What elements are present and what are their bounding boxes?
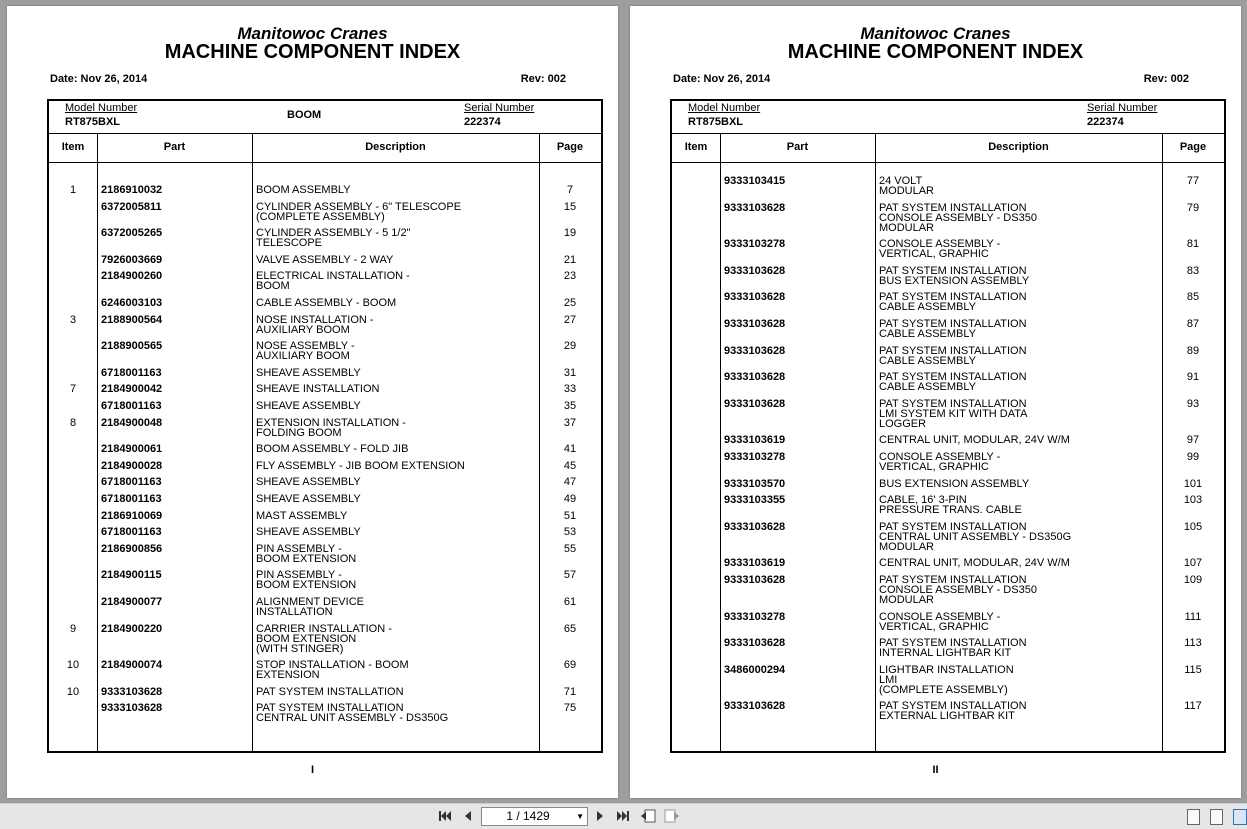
part-description: CABLE ASSEMBLY - BOOM (256, 297, 397, 309)
part-description: MAST ASSEMBLY (256, 509, 348, 522)
document-title: MACHINE COMPONENT INDEX (164, 41, 461, 63)
part-description: CABLE, 16' 3-PIN PRESSURE TRANS. CABLE (879, 494, 1022, 517)
part-description: CENTRAL UNIT, MODULAR, 24V W/M (879, 557, 1070, 570)
serial-number-value: 222374 (464, 116, 501, 128)
table-row (672, 479, 1224, 489)
page-reference: 27 (563, 313, 577, 326)
page-reference: 21 (563, 253, 577, 266)
part-description: CONSOLE ASSEMBLY - VERTICAL, GRAPHIC (879, 238, 1001, 261)
chevron-down-icon[interactable]: ▼ (576, 812, 584, 821)
item-number: 1 (69, 184, 77, 196)
part-number: 2184900074 (101, 659, 163, 672)
divider (672, 133, 1224, 134)
document-date: Date: Nov 26, 2014 (673, 73, 771, 85)
page-footer-number: II (932, 764, 939, 776)
page-reference: 105 (1183, 520, 1203, 533)
part-number: 9333103628 (724, 344, 786, 357)
table-row (49, 444, 601, 454)
part-description: BOOM ASSEMBLY (256, 184, 351, 196)
page-reference: 99 (1186, 451, 1200, 463)
part-description: SHEAVE ASSEMBLY (256, 526, 361, 539)
part-number: 2184900061 (101, 443, 163, 456)
last-page-icon[interactable] (615, 808, 631, 824)
part-description: BOOM ASSEMBLY - FOLD JIB (256, 443, 409, 456)
page-reference: 89 (1186, 344, 1200, 357)
page-reference: 55 (563, 542, 577, 555)
part-description: EXTENSION INSTALLATION - FOLDING BOOM (256, 416, 406, 439)
table-row (49, 202, 601, 222)
column-header-page: Page (556, 141, 584, 153)
part-number: 6372005265 (101, 227, 163, 240)
part-description: BUS EXTENSION ASSEMBLY (879, 477, 1030, 490)
part-description: PAT SYSTEM INSTALLATION CABLE ASSEMBLY (879, 318, 1027, 340)
page-reference: 51 (563, 509, 577, 522)
part-description: PAT SYSTEM INSTALLATION CABLE ASSEMBLY (879, 371, 1027, 394)
part-description: SHEAVE ASSEMBLY (256, 493, 361, 505)
page-reference: 61 (563, 596, 577, 608)
part-description: CYLINDER ASSEMBLY - 6" TELESCOPE (COMPLETE ASSEMBLY) (256, 200, 462, 223)
page-reference: 65 (563, 622, 577, 635)
part-number: 9333103278 (724, 610, 786, 623)
page-reference: 111 (1184, 610, 1202, 623)
page-reference: 71 (563, 685, 577, 698)
document-date: Date: Nov 26, 2014 (50, 73, 148, 85)
table-row (672, 399, 1224, 429)
page-reference: 79 (1186, 201, 1200, 214)
model-number-label: Model Number (65, 102, 138, 114)
serial-number-value: 222374 (1087, 116, 1124, 128)
page-reference: 113 (1184, 637, 1202, 650)
part-description: PAT SYSTEM INSTALLATION BUS EXTENSION ASSEMBLY (879, 264, 1030, 287)
brand-title: Manitowoc Cranes (860, 24, 1011, 43)
page-reference: 83 (1186, 264, 1200, 277)
viewer-toolbar (0, 803, 1247, 829)
table-row (672, 372, 1224, 392)
part-description: PAT SYSTEM INSTALLATION CONSOLE ASSEMBLY - DS350 MODULAR (879, 201, 1037, 234)
part-number: 2184900220 (101, 622, 163, 635)
part-number: 2184900028 (101, 459, 163, 472)
column-header-description: Description (988, 141, 1049, 153)
serial-number-label: Serial Number (464, 102, 535, 114)
table-row (49, 418, 601, 438)
part-description: PIN ASSEMBLY - BOOM EXTENSION (256, 542, 357, 565)
part-number: 6718001163 (101, 400, 162, 412)
part-number: 6718001163 (101, 366, 162, 379)
model-number-label: Model Number (688, 102, 761, 114)
single-page-view-icon[interactable] (1187, 809, 1200, 825)
part-description: PAT SYSTEM INSTALLATION INTERNAL LIGHTBAR KIT (879, 637, 1027, 660)
part-number: 2184900077 (101, 596, 163, 608)
table-row (672, 612, 1224, 632)
continuous-view-icon[interactable] (1210, 809, 1223, 825)
page-reference: 81 (1186, 238, 1200, 251)
part-number: 9333103628 (101, 685, 163, 698)
part-number: 9333103415 (724, 175, 786, 187)
page-reference: 75 (563, 702, 577, 715)
table-row (49, 228, 601, 248)
part-number: 2186910032 (101, 184, 163, 196)
document-page-left (7, 6, 618, 798)
item-number: 3 (69, 313, 77, 326)
column-header-page: Page (1179, 141, 1207, 153)
part-number: 9333103570 (724, 477, 786, 490)
part-number: 2188900564 (101, 313, 163, 326)
page-reference: 57 (563, 569, 577, 582)
column-divider (97, 134, 98, 751)
table-row (49, 703, 601, 723)
page-reference: 37 (563, 416, 577, 429)
model-number-value: RT875BXL (688, 116, 744, 128)
item-number: 10 (66, 659, 80, 672)
table-row (49, 544, 601, 564)
go-back-icon[interactable] (640, 808, 656, 824)
page-reference: 49 (563, 493, 577, 505)
part-number: 7926003669 (101, 253, 163, 266)
part-number: 6372005811 (101, 200, 162, 213)
column-header-part: Part (786, 141, 809, 153)
part-number: 2188900565 (101, 340, 163, 353)
part-number: 9333103628 (724, 201, 786, 214)
table-row (49, 401, 601, 411)
part-description: SHEAVE ASSEMBLY (256, 400, 361, 412)
page-reference: 69 (563, 659, 577, 672)
table-row (672, 266, 1224, 286)
part-number: 9333103628 (724, 574, 786, 586)
part-description: PAT SYSTEM INSTALLATION CABLE ASSEMBLY (879, 344, 1027, 367)
page-reference: 91 (1186, 371, 1200, 384)
page-reference: 47 (563, 476, 577, 489)
model-number-value: RT875BXL (65, 116, 121, 128)
page-reference: 101 (1183, 477, 1203, 490)
document-revision: Rev: 002 (1143, 73, 1189, 85)
table-row (49, 185, 601, 195)
component-table (670, 99, 1226, 753)
part-number: 2186900856 (101, 542, 163, 555)
part-number: 9333103628 (724, 520, 786, 533)
page-reference: 33 (563, 383, 577, 396)
table-row (49, 271, 601, 291)
part-number: 6718001163 (101, 526, 162, 539)
item-number: 8 (69, 416, 77, 429)
part-number: 9333103278 (724, 451, 786, 463)
part-number: 3486000294 (724, 663, 786, 676)
part-number: 9333103628 (101, 702, 163, 715)
part-description: PAT SYSTEM INSTALLATION CENTRAL UNIT ASSEMBLY - DS350G (256, 702, 449, 725)
go-forward-icon[interactable] (664, 808, 680, 824)
part-number: 6246003103 (101, 297, 163, 309)
part-number: 9333103628 (724, 264, 786, 277)
part-description: NOSE INSTALLATION - AUXILIARY BOOM (256, 313, 374, 336)
part-number: 9333103628 (724, 291, 786, 304)
table-row (672, 495, 1224, 515)
part-description: SHEAVE INSTALLATION (256, 383, 380, 396)
part-number: 9333103628 (724, 397, 786, 410)
part-description: CONSOLE ASSEMBLY - VERTICAL, GRAPHIC (879, 451, 1001, 473)
part-number: 9333103628 (724, 637, 786, 650)
part-description: PAT SYSTEM INSTALLATION CABLE ASSEMBLY (879, 291, 1027, 314)
page-reference: 93 (1186, 397, 1200, 410)
column-header-item: Item (684, 141, 708, 153)
part-number: 2184900260 (101, 270, 163, 283)
page-reference: 19 (563, 227, 577, 240)
column-divider (539, 134, 540, 751)
document-title: MACHINE COMPONENT INDEX (787, 41, 1084, 63)
page-reference: 31 (563, 366, 577, 379)
table-row (672, 292, 1224, 312)
table-row (49, 597, 601, 617)
part-number: 9333103278 (724, 238, 786, 251)
part-description: CENTRAL UNIT, MODULAR, 24V W/M (879, 434, 1070, 447)
part-description: PAT SYSTEM INSTALLATION CONSOLE ASSEMBLY - DS350 MODULAR (879, 574, 1037, 606)
table-row (672, 522, 1224, 552)
table-row (49, 477, 601, 487)
part-description: VALVE ASSEMBLY - 2 WAY (256, 253, 394, 266)
column-header-part: Part (163, 141, 186, 153)
page-reference: 97 (1186, 434, 1200, 447)
part-number: 9333103355 (724, 494, 786, 507)
table-row (672, 701, 1224, 721)
page-reference: 23 (563, 270, 577, 283)
part-number: 2184900115 (101, 569, 162, 582)
table-row (672, 435, 1224, 445)
component-table (47, 99, 603, 753)
item-number: 7 (69, 383, 77, 396)
column-divider (252, 134, 253, 751)
page-reference: 109 (1183, 574, 1203, 586)
page-reference: 107 (1183, 557, 1203, 570)
section-label: BOOM (287, 109, 322, 121)
page-reference: 45 (563, 459, 577, 472)
page-reference: 25 (563, 297, 577, 309)
part-description: PIN ASSEMBLY - BOOM EXTENSION (256, 569, 357, 592)
table-row (672, 176, 1224, 196)
table-row (49, 527, 601, 537)
document-revision: Rev: 002 (520, 73, 566, 85)
table-row (49, 494, 601, 504)
document-page-right (630, 6, 1241, 798)
divider (49, 133, 601, 134)
table-row (49, 570, 601, 590)
part-description: PAT SYSTEM INSTALLATION LMI SYSTEM KIT WITH DATA LOGGER (879, 397, 1028, 430)
facing-pages-view-icon[interactable] (1233, 809, 1247, 825)
prev-page-icon[interactable] (460, 808, 476, 824)
part-description: PAT SYSTEM INSTALLATION EXTERNAL LIGHTBAR KIT (879, 700, 1027, 723)
table-row (49, 511, 601, 521)
part-description: SHEAVE ASSEMBLY (256, 366, 361, 379)
column-header-item: Item (61, 141, 85, 153)
page-reference: 53 (563, 526, 577, 539)
part-number: 9333103628 (724, 700, 786, 713)
page-reference: 103 (1183, 494, 1203, 507)
part-number: 9333103619 (724, 557, 786, 570)
part-number: 6718001163 (101, 493, 162, 505)
page-reference: 7 (566, 184, 574, 196)
page-number-input[interactable] (481, 807, 588, 826)
next-page-icon[interactable] (592, 808, 608, 824)
item-number: 10 (66, 685, 80, 698)
part-number: 2184900042 (101, 383, 163, 396)
table-row (672, 665, 1224, 695)
page-number-value: 1 / 1429 (506, 809, 550, 823)
part-description: CONSOLE ASSEMBLY - VERTICAL, GRAPHIC (879, 610, 1001, 633)
table-row (49, 660, 601, 680)
part-description: CYLINDER ASSEMBLY - 5 1/2" TELESCOPE (256, 227, 411, 250)
part-description: NOSE ASSEMBLY - AUXILIARY BOOM (256, 340, 355, 363)
table-row (672, 638, 1224, 658)
part-description: LIGHTBAR INSTALLATION LMI (COMPLETE ASSEMBLY) (879, 663, 1014, 696)
page-reference: 85 (1186, 291, 1200, 304)
table-row (49, 255, 601, 265)
table-row (49, 384, 601, 394)
part-description: CARRIER INSTALLATION - BOOM EXTENSION (WITH STINGER) (256, 622, 392, 655)
part-number: 6718001163 (101, 476, 162, 489)
divider (49, 162, 601, 163)
table-row (672, 239, 1224, 259)
table-row (672, 452, 1224, 472)
first-page-icon[interactable] (437, 808, 453, 824)
brand-title: Manitowoc Cranes (237, 24, 388, 43)
page-reference: 117 (1184, 700, 1202, 713)
part-description: PAT SYSTEM INSTALLATION (256, 685, 404, 698)
part-number: 2186910069 (101, 509, 163, 522)
part-description: ALIGNMENT DEVICE INSTALLATION (256, 596, 364, 618)
table-row (49, 315, 601, 335)
part-description: FLY ASSEMBLY - JIB BOOM EXTENSION (256, 459, 465, 472)
part-description: ELECTRICAL INSTALLATION - BOOM (256, 270, 410, 293)
table-row (49, 298, 601, 308)
page-reference: 41 (563, 443, 577, 456)
part-description: 24 VOLT MODULAR (879, 175, 935, 197)
part-number: 9333103628 (724, 318, 786, 330)
page-reference: 35 (563, 400, 577, 412)
page-reference: 15 (563, 200, 577, 213)
page-reference: 77 (1186, 175, 1200, 187)
page-footer-number: I (310, 764, 315, 776)
part-number: 9333103628 (724, 371, 786, 384)
serial-number-label: Serial Number (1087, 102, 1158, 114)
page-reference: 87 (1186, 318, 1200, 330)
part-description: SHEAVE ASSEMBLY (256, 476, 361, 489)
table-row (49, 624, 601, 654)
table-row (49, 687, 601, 697)
part-number: 9333103619 (724, 434, 786, 447)
table-row (49, 341, 601, 361)
table-row (672, 346, 1224, 366)
table-row (49, 368, 601, 378)
table-row (49, 461, 601, 471)
item-number: 9 (69, 622, 77, 635)
column-header-description: Description (365, 141, 426, 153)
table-row (672, 203, 1224, 233)
part-description: PAT SYSTEM INSTALLATION CENTRAL UNIT ASSEMBLY - DS350G MODULAR (879, 520, 1072, 553)
part-number: 2184900048 (101, 416, 163, 429)
divider (672, 162, 1224, 163)
page-reference: 29 (563, 340, 577, 353)
table-row (672, 319, 1224, 339)
page-reference: 115 (1184, 663, 1202, 676)
table-row (672, 558, 1224, 568)
part-description: STOP INSTALLATION - BOOM EXTENSION (256, 659, 409, 682)
table-row (672, 575, 1224, 605)
